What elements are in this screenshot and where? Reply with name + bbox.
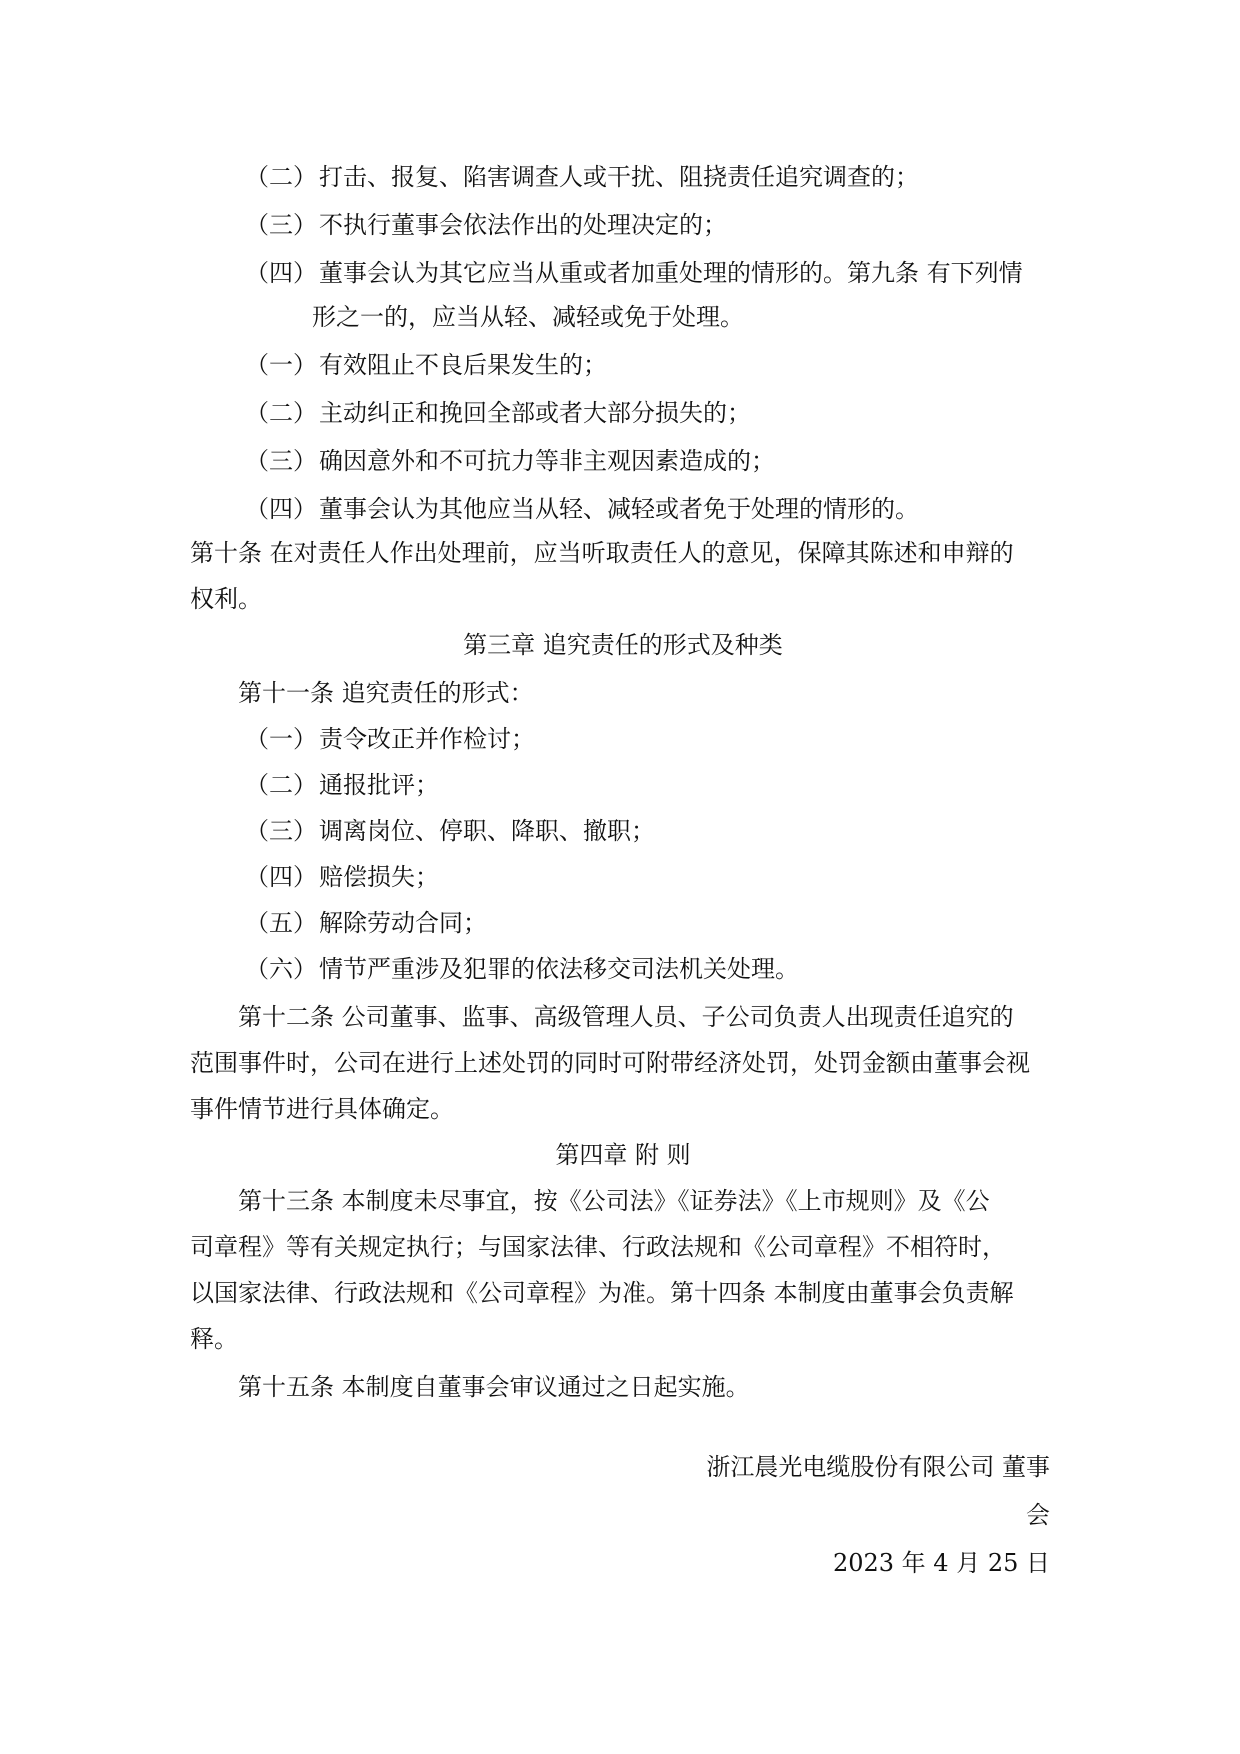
article-13-line-2: 司章程》等有关规定执行；与国家法律、行政法规和《公司章程》不相符时， xyxy=(190,1233,1006,1261)
article-12-line-2: 范围事件时，公司在进行上述处罚的同时可附带经济处罚，处罚金额由董事会视 xyxy=(190,1049,1030,1077)
list-item xyxy=(245,494,919,524)
list-item xyxy=(245,210,727,240)
item-marker: （四） xyxy=(245,495,317,523)
article-13-line-3: 以国家法律、行政法规和《公司章程》为准。第十四条 本制度由董事会负责解 xyxy=(190,1279,1014,1307)
article-10-line-1: 第十条 在对责任人作出处理前，应当听取责任人的意见，保障其陈述和申辩的 xyxy=(190,539,1014,567)
item-marker: （二） xyxy=(245,163,317,191)
list-item xyxy=(245,398,751,428)
item-marker: （三） xyxy=(245,447,317,475)
signature-date: 2023 年 4 月 25 日 xyxy=(832,1549,1050,1577)
item-text: 有效阻止不良后果发生的； xyxy=(319,351,607,379)
list-item xyxy=(245,258,1023,288)
article-15: 第十五条 本制度自董事会审议通过之日起实施。 xyxy=(238,1373,750,1401)
list-item xyxy=(245,350,607,380)
list-item xyxy=(245,908,487,938)
item-text: 不执行董事会依法作出的处理决定的； xyxy=(319,211,727,239)
signature-company-cont: 会 xyxy=(1026,1501,1050,1529)
article-12-line-1: 第十二条 公司董事、监事、高级管理人员、子公司负责人出现责任追究的 xyxy=(238,1003,1014,1031)
list-item xyxy=(245,446,775,476)
item-marker: （四） xyxy=(245,259,317,287)
item-text: 打击、报复、陷害调查人或干扰、阻挠责任追究调查的； xyxy=(319,163,919,191)
item-text: 通报批评； xyxy=(319,771,439,799)
article-10-line-2: 权利。 xyxy=(190,585,262,613)
item-marker: （一） xyxy=(245,725,317,753)
item-text: 解除劳动合同； xyxy=(319,909,487,937)
item-marker: （二） xyxy=(245,771,317,799)
item-text: 赔偿损失； xyxy=(319,863,439,891)
item-text: 责令改正并作检讨； xyxy=(319,725,535,753)
item-text: 调离岗位、停职、降职、撤职； xyxy=(319,817,655,845)
article-12-line-3: 事件情节进行具体确定。 xyxy=(190,1095,454,1123)
chapter-4-heading: 第四章 附 则 xyxy=(555,1141,691,1169)
article-11-heading: 第十一条 追究责任的形式： xyxy=(238,679,534,707)
item-text: 董事会认为其它应当从重或者加重处理的情形的。第九条 有下列情 xyxy=(319,259,1023,287)
item-marker: （五） xyxy=(245,909,317,937)
list-item xyxy=(245,862,439,892)
list-item xyxy=(245,770,439,800)
list-item xyxy=(245,954,799,984)
item-marker: （一） xyxy=(245,351,317,379)
article-13-line-4: 释。 xyxy=(190,1325,238,1353)
item-marker: （二） xyxy=(245,399,317,427)
item-marker: （三） xyxy=(245,817,317,845)
item-text: 情节严重涉及犯罪的依法移交司法机关处理。 xyxy=(319,955,799,983)
list-item xyxy=(245,724,535,754)
item-marker: （六） xyxy=(245,955,317,983)
list-item xyxy=(245,162,919,192)
item-continuation: 形之一的，应当从轻、减轻或免于处理。 xyxy=(312,303,744,331)
item-marker: （四） xyxy=(245,863,317,891)
item-text: 主动纠正和挽回全部或者大部分损失的； xyxy=(319,399,751,427)
item-text: 确因意外和不可抗力等非主观因素造成的； xyxy=(319,447,775,475)
list-item xyxy=(245,816,655,846)
chapter-3-heading: 第三章 追究责任的形式及种类 xyxy=(463,631,783,659)
signature-company: 浙江晨光电缆股份有限公司 董事 xyxy=(706,1453,1050,1481)
item-text: 董事会认为其他应当从轻、减轻或者免于处理的情形的。 xyxy=(319,495,919,523)
article-13-line-1: 第十三条 本制度未尽事宜，按《公司法》《证券法》《上市规则》及《公 xyxy=(238,1187,990,1215)
item-marker: （三） xyxy=(245,211,317,239)
